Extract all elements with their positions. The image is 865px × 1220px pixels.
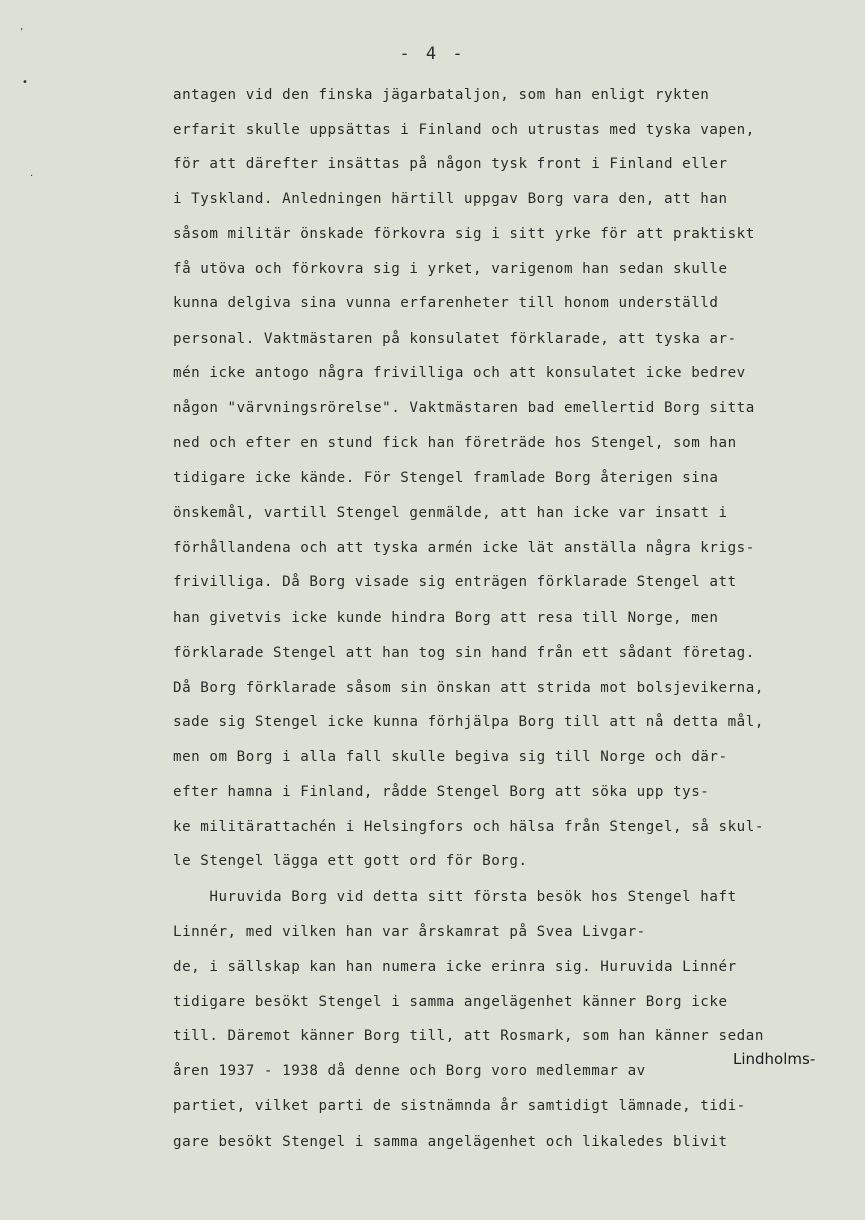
text-line: få utöva och förkovra sig i yrket, varigenom han sedan skulle xyxy=(173,261,728,277)
text-line: tidigare besökt Stengel i samma angelägenhet känner Borg icke xyxy=(173,994,728,1010)
text-line: någon "värvningsrörelse". Vaktmästaren bad emellertid Borg sitta xyxy=(173,400,755,416)
text-line: partiet, vilket parti de sistnämnda år samtidigt lämnade, tidi- xyxy=(173,1098,746,1114)
page-number: - 4 - xyxy=(399,44,466,64)
text-line: såsom militär önskade förkovra sig i sitt yrke för att praktiskt xyxy=(173,226,755,242)
text-line: antagen vid den finska jägarbataljon, som han enligt rykten xyxy=(173,87,710,103)
text-line: förhållandena och att tyska armén icke lät anställa några krigs- xyxy=(173,540,755,556)
text-line: frivilliga. Då Borg visade sig enträgen förklarade Stengel att xyxy=(173,574,737,590)
text-line: i Tyskland. Anledningen härtill uppgav Borg vara den, att han xyxy=(173,191,728,207)
text-line: Linnér, med vilken han var årskamrat på Svea Livgar- xyxy=(173,924,646,940)
text-line: men om Borg i alla fall skulle begiva sig till Norge och där- xyxy=(173,749,728,765)
text-line: efter hamna i Finland, rådde Stengel Borg att söka upp tys- xyxy=(173,784,710,800)
text-line: önskemål, vartill Stengel genmälde, att han icke var insatt i xyxy=(173,505,728,521)
text-line: mén icke antogo några frivilliga och att konsulatet icke bedrev xyxy=(173,365,746,381)
text-line: de, i sällskap kan han numera icke erinra sig. Huruvida Linnér xyxy=(173,959,737,975)
text-line: han givetvis icke kunde hindra Borg att resa till Norge, men xyxy=(173,610,719,626)
handwritten-note: Lindholms- xyxy=(733,1050,816,1068)
text-line: erfarit skulle uppsättas i Finland och utrustas med tyska vapen, xyxy=(173,122,755,138)
text-line: Huruvida Borg vid detta sitt första besök hos Stengel haft xyxy=(173,889,737,905)
text-line: Då Borg förklarade såsom sin önskan att strida mot bolsjevikerna, xyxy=(173,680,764,696)
text-line: ke militärattachén i Helsingfors och hälsa från Stengel, så skul- xyxy=(173,819,764,835)
text-line: förklarade Stengel att han tog sin hand från ett sådant företag. xyxy=(173,645,755,661)
margin-mark: · xyxy=(30,171,34,182)
text-line: le Stengel lägga ett gott ord för Borg. xyxy=(173,853,528,869)
text-line: kunna delgiva sina vunna erfarenheter till honom underställd xyxy=(173,295,719,311)
text-line: ned och efter en stund fick han företräde hos Stengel, som han xyxy=(173,435,737,451)
text-line: till. Däremot känner Borg till, att Rosmark, som han känner sedan xyxy=(173,1028,764,1044)
margin-mark: ’ xyxy=(20,27,24,38)
text-line: åren 1937 - 1938 då denne och Borg voro medlemmar av xyxy=(173,1063,646,1079)
margin-mark: • xyxy=(22,77,28,88)
text-line: tidigare icke kände. För Stengel framlade Borg återigen sina xyxy=(173,470,719,486)
text-line: gare besökt Stengel i samma angelägenhet och likaledes blivit xyxy=(173,1134,728,1150)
text-line: personal. Vaktmästaren på konsulatet förklarade, att tyska ar- xyxy=(173,331,737,347)
text-line: för att därefter insättas på någon tysk front i Finland eller xyxy=(173,156,728,172)
text-line: sade sig Stengel icke kunna förhjälpa Borg till att nå detta mål, xyxy=(173,714,764,730)
